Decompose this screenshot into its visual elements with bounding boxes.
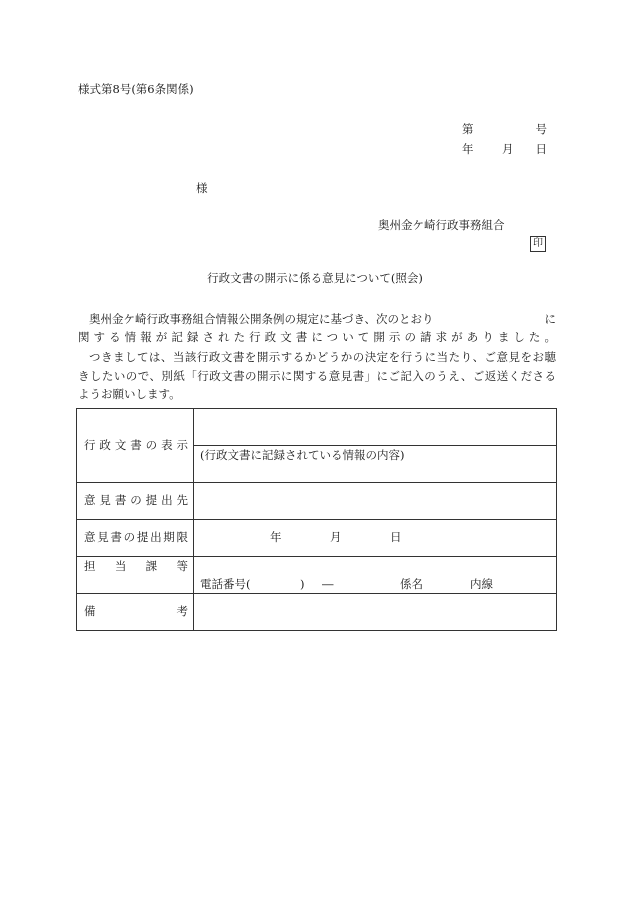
body-paragraph-1-line-1 bbox=[78, 314, 556, 326]
submission-deadline-field[interactable] bbox=[194, 520, 557, 557]
table-row bbox=[77, 483, 557, 520]
body-paragraph-2-line-3: ようお願いします。 bbox=[78, 387, 181, 401]
sender-organization: 奥州金ケ崎行政事務組合 bbox=[378, 218, 505, 232]
table-row bbox=[77, 409, 557, 446]
label-department: 担当課等 bbox=[77, 557, 194, 594]
table-row bbox=[77, 557, 557, 594]
seal-stamp: 印 bbox=[530, 236, 546, 252]
date-day: 日 bbox=[535, 142, 547, 156]
label-submission-deadline: 意見書の提出期限 bbox=[77, 520, 194, 557]
body-text-end: に bbox=[544, 312, 556, 326]
label-remarks: 備考 bbox=[77, 594, 194, 631]
number-suffix: 号 bbox=[535, 122, 547, 136]
addressee-suffix: 様 bbox=[196, 181, 208, 195]
phone-paren-close: ) bbox=[300, 577, 305, 591]
extension-label: 内線 bbox=[470, 577, 493, 591]
submission-destination-field[interactable] bbox=[194, 483, 557, 520]
date-year: 年 bbox=[462, 142, 474, 156]
number-prefix: 第 bbox=[462, 122, 474, 136]
body-paragraph-1-line-2: 関する情報が記録された行政文書について開示の請求がありました。 bbox=[78, 330, 556, 344]
document-display-field[interactable] bbox=[194, 409, 557, 446]
table-row bbox=[77, 594, 557, 631]
body-paragraph-2-line-1: つきましては、当該行政文書を開示するかどうかの決定を行うに当たり、ご意見をお聴 bbox=[89, 350, 556, 364]
label-document-display: 行政文書の表示 bbox=[77, 409, 194, 483]
body-paragraph-2-line-2: きしたいので、別紙「行政文書の開示に関する意見書」にご記入のうえ、ご返送くださる bbox=[78, 369, 556, 383]
date-month: 月 bbox=[502, 142, 514, 156]
department-field[interactable] bbox=[194, 557, 557, 594]
document-content-hint: (行政文書に記録されている情報の内容) bbox=[200, 448, 405, 462]
deadline-month: 月 bbox=[330, 530, 342, 544]
form-number: 様式第8号(第6条関係) bbox=[78, 82, 194, 96]
info-table bbox=[76, 408, 557, 631]
phone-dash: ― bbox=[322, 577, 334, 591]
document-content-field[interactable] bbox=[194, 446, 557, 483]
table-row bbox=[77, 520, 557, 557]
section-label: 係名 bbox=[400, 577, 423, 591]
label-submission-destination: 意見書の提出先 bbox=[77, 483, 194, 520]
deadline-day: 日 bbox=[390, 530, 402, 544]
remarks-field[interactable] bbox=[194, 594, 557, 631]
document-title: 行政文書の開示に係る意見について(照会) bbox=[207, 271, 423, 285]
body-text: 奥州金ケ崎行政事務組合情報公開条例の規定に基づき、次のとおり bbox=[89, 312, 434, 326]
deadline-year: 年 bbox=[270, 530, 282, 544]
phone-label: 電話番号( bbox=[200, 577, 251, 591]
